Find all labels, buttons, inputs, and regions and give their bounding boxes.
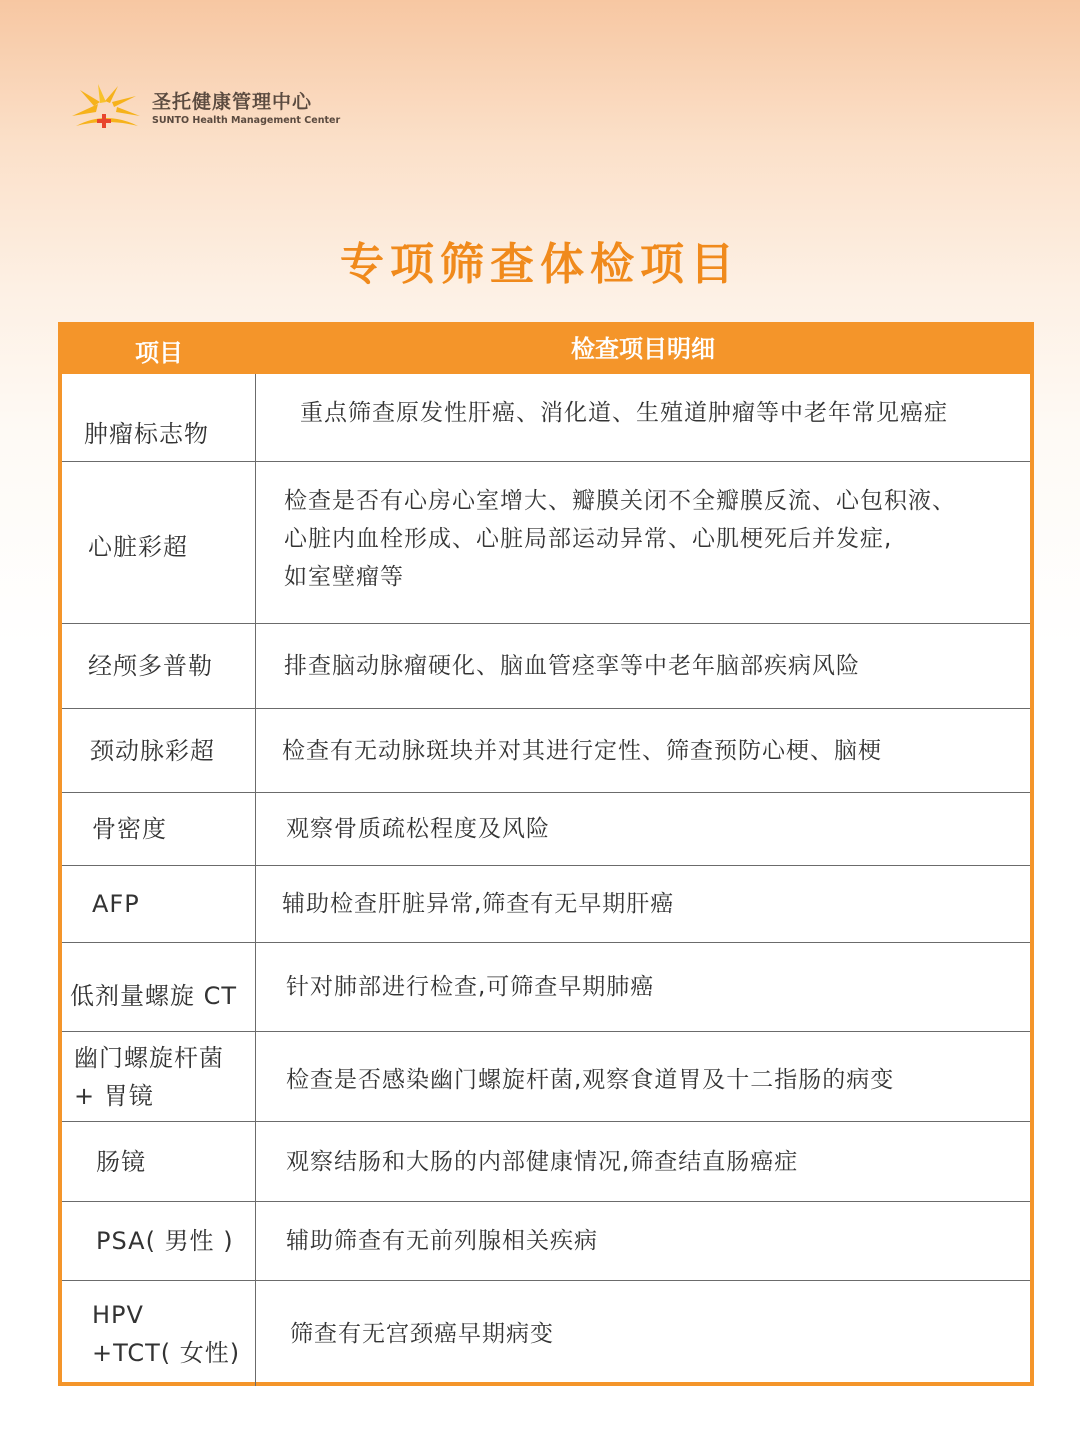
table-row <box>62 462 1030 624</box>
row-item: 肿瘤标志物 <box>62 374 256 461</box>
row-item: HPV +TCT( 女性) <box>62 1281 256 1386</box>
page-title: 专项筛查体检项目 <box>340 239 740 290</box>
row-item: 经颅多普勒 <box>62 624 256 708</box>
sunto-logo-icon <box>68 82 144 134</box>
header-item: 项目 <box>135 338 183 367</box>
row-detail: 观察结肠和大肠的内部健康情况,筛查结直肠癌症 <box>286 1148 799 1175</box>
screening-table <box>58 322 1034 1386</box>
header-detail: 检查项目明细 <box>571 334 715 363</box>
row-detail: 检查是否感染幽门螺旋杆菌,观察食道胃及十二指肠的病变 <box>286 1066 895 1093</box>
table-header <box>62 322 1030 374</box>
row-item: 低剂量螺旋 CT <box>62 943 256 1031</box>
row-detail: 重点筛查原发性肝癌、消化道、生殖道肿瘤等中老年常见癌症 <box>300 399 948 426</box>
row-item: 肠镜 <box>62 1122 256 1201</box>
row-item: AFP <box>62 866 256 942</box>
row-item: PSA( 男性 ) <box>62 1202 256 1280</box>
table-row <box>62 1202 1030 1281</box>
table-row <box>62 793 1030 866</box>
row-item: 心脏彩超 <box>62 462 256 623</box>
table-row <box>62 624 1030 709</box>
row-detail: 辅助检查肝脏异常,筛查有无早期肝癌 <box>282 891 675 917</box>
table-row <box>62 1281 1030 1386</box>
table-row <box>62 866 1030 943</box>
table-row <box>62 709 1030 793</box>
row-detail: 观察骨质疏松程度及风险 <box>286 816 550 842</box>
table-row <box>62 1122 1030 1202</box>
row-item: 幽门螺旋杆菌 + 胃镜 <box>62 1032 256 1121</box>
brand-name-en: SUNTO Health Management Center <box>152 114 341 126</box>
table-row <box>62 1032 1030 1122</box>
row-detail: 筛查有无宫颈癌早期病变 <box>290 1320 554 1347</box>
row-detail: 排查脑动脉瘤硬化、脑血管痉挛等中老年脑部疾病风险 <box>284 653 860 679</box>
row-item: 颈动脉彩超 <box>62 709 256 792</box>
table-row <box>62 943 1030 1032</box>
row-detail: 检查有无动脉斑块并对其进行定性、筛查预防心梗、脑梗 <box>282 737 882 764</box>
table-row <box>62 374 1030 462</box>
row-item: 骨密度 <box>62 793 256 865</box>
brand-logo <box>68 82 340 134</box>
row-detail: 针对肺部进行检查,可筛查早期肺癌 <box>286 974 655 1000</box>
brand-name-cn: 圣托健康管理中心 <box>152 90 313 113</box>
row-detail: 检查是否有心房心室增大、瓣膜关闭不全瓣膜反流、心包积液、 心脏内血栓形成、心脏局部运动异常、心肌梗死后并发症, 如室壁瘤等 <box>284 487 956 590</box>
row-detail: 辅助筛查有无前列腺相关疾病 <box>286 1228 598 1254</box>
